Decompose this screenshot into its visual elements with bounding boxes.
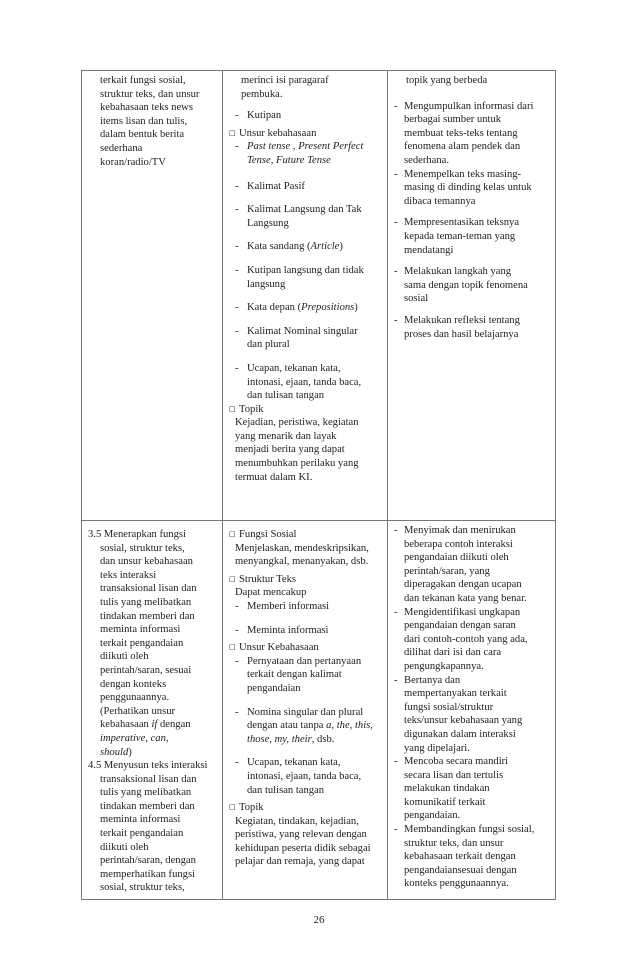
function-text: Menjelaskan, mendeskripsikan, menyangkal, menanyakan, dsb.: [235, 542, 369, 568]
list-item: - Kutipan: [235, 110, 282, 122]
table-row: [82, 521, 556, 900]
list-item: - Mempresentasikan teksnya kepada teman-teman yang mendatangi: [394, 217, 520, 256]
list-item: - Kalimat Nominal singular dan plural: [235, 325, 358, 351]
syllabus-table: [81, 70, 556, 900]
list-item: - Meminta informasi: [235, 624, 329, 636]
list-item: - Menyimak dan menirukan beberapa contoh interaksi pengandaian diikuti oleh perintah/saran, yang diperagakan dengan ucapan dan tekanan kata yang benar.: [394, 525, 527, 604]
topic-text: Kejadian, peristiwa, kegiatan yang menarik dan layak menjadi berita yang dapat menumbuhkan perilaku yang termuat dalam KI.: [235, 417, 359, 483]
section-heading: □ Unsur Kebahasaan: [229, 642, 319, 654]
list-item: - Ucapan, tekanan kata, intonasi, ejaan, tanda baca, dan tulisan tangan: [235, 757, 362, 796]
competency-cell: [82, 71, 223, 521]
list-item: - Menempelkan teks masing- masing di dinding kelas untuk dibaca temannya: [394, 168, 532, 207]
checkbox-bullet-icon: □: [229, 128, 236, 137]
activity-cell: [388, 521, 556, 900]
list-item: - Kalimat Langsung dan Tak Langsung: [235, 204, 362, 229]
list-item: - Nomina singular dan plural dengan atau tanpa a, the, this, those, my, their, dsb.: [235, 706, 373, 745]
material-continuation: merinci isi paragaraf pembuka.: [241, 75, 329, 100]
section-heading: □ Topik: [229, 403, 264, 415]
list-item: - Membandingkan fungsi sosial, struktur teks, dan unsur kebahasaan terkait dengan pengandaiansesuai dengan konteks penggunaannya.: [394, 824, 535, 890]
list-item: - Kalimat Pasif: [235, 180, 305, 192]
activity-continuation: topik yang berbeda: [406, 75, 488, 86]
checkbox-bullet-icon: □: [229, 803, 236, 812]
material-cell: [223, 71, 388, 521]
material-cell: □ Fungsi Sosial Menjelaskan, mendeskripsikan, menyangkal, menanyakan, dsb. □ Struktur Teks Dapat mencakup - Memberi informasi - Meminta informasi □ Unsur Kebahasaan - Pernyataan dan pertanyaan terkait dengan kalimat pengandaian - Nomina singular dan plural dengan atau tanpa a, the, this, those, my, their, dsb. - Ucapan, tekanan kata, intonasi, ejaan, tanda baca, dan tulisan tangan □ Topik Kegiatan, tindakan, kejadian, peristiwa, yang relevan dengan kehidupan peserta didik sebagai pelajar dan remaja, yang dapat: [223, 521, 388, 900]
checkbox-bullet-icon: □: [229, 404, 236, 413]
section-heading: □ Struktur Teks: [229, 573, 297, 585]
competency-cell: [82, 521, 223, 900]
page-number: 26: [313, 914, 325, 926]
list-item: - Mengumpulkan informasi dari berbagai sumber untuk membuat teks-teks tentang fenomena alam pendek dan sederhana.: [394, 100, 534, 166]
list-item: - Mencoba secara mandiri secara lisan dan tertulis melakukan tindakan komunikatif terkait pengandaian.: [394, 756, 509, 822]
list-item: - Mengidentifikasi ungkapan pengandaian dengan saran dari contoh-contoh yang ada, dilihat dari isi dan cara pengungkapannya.: [394, 606, 528, 672]
topic-text: Kegiatan, tindakan, kejadian, peristiwa, yang relevan dengan kehidupan peserta didik sebagai pelajar dan remaja, yang dapat: [235, 815, 371, 868]
checkbox-bullet-icon: □: [229, 530, 236, 538]
list-item: - Past tense , Present Perfect Tense, Future Tense: [235, 141, 364, 166]
competency-4-5: 4.5 Menyusun teks interaksi transaksional lisan dan tulis yang melibatkan tindakan memberi dan meminta informasi terkait pengandaian diikuti oleh perintah/saran, dengan memperhatikan fungsi sosial, struktur teks,: [88, 760, 208, 894]
list-item: - Memberi informasi: [235, 600, 330, 612]
list-item: - Ucapan, tekanan kata, intonasi, ejaan, tanda baca, dan tulisan tangan: [235, 362, 362, 402]
list-item: - Kutipan langsung dan tidak langsung: [235, 264, 364, 290]
list-item: - Kata sandang (Article): [235, 241, 343, 253]
list-item: - Melakukan refleksi tentang proses dan hasil belajarnya: [394, 314, 520, 340]
list-item: - Pernyataan dan pertanyaan terkait dengan kalimat pengandaian: [235, 655, 362, 694]
list-item: - Kata depan (Prepositions): [235, 302, 358, 314]
section-heading: □ Unsur kebahasaan: [229, 127, 317, 139]
competency-text: terkait fungsi sosial, struktur teks, dan unsur kebahasaan teks news items lisan dan tulis, dalam bentuk berita sederhana koran/radio/TV: [100, 75, 200, 168]
list-item: - Bertanya dan mempertanyakan terkait fungsi sosial/struktur teks/unsur kebahasaan yang digunakan dalam interaksi yang dipelajari.: [394, 674, 523, 754]
section-heading: □ Fungsi Sosial: [229, 529, 297, 540]
table-row: [82, 71, 556, 521]
competency-3-5: 3.5 Menerapkan fungsi sosial, struktur teks, dan unsur kebahasaan teks interaksi transaksional lisan dan tulis yang melibatkan tindakan memberi dan meminta informasi terkait pengandaian diikuti oleh perintah/saran, sesuai dengan konteks penggunaannya. (Perhatikan unsur kebahasaan if dengan imperative, can, should): [88, 529, 197, 758]
section-heading: □ Topik: [229, 802, 264, 814]
activity-cell: [388, 71, 556, 521]
checkbox-bullet-icon: □: [229, 643, 236, 652]
list-item: - Melakukan langkah yang sama dengan topik fenomena sosial: [394, 266, 528, 305]
checkbox-bullet-icon: □: [229, 574, 236, 583]
